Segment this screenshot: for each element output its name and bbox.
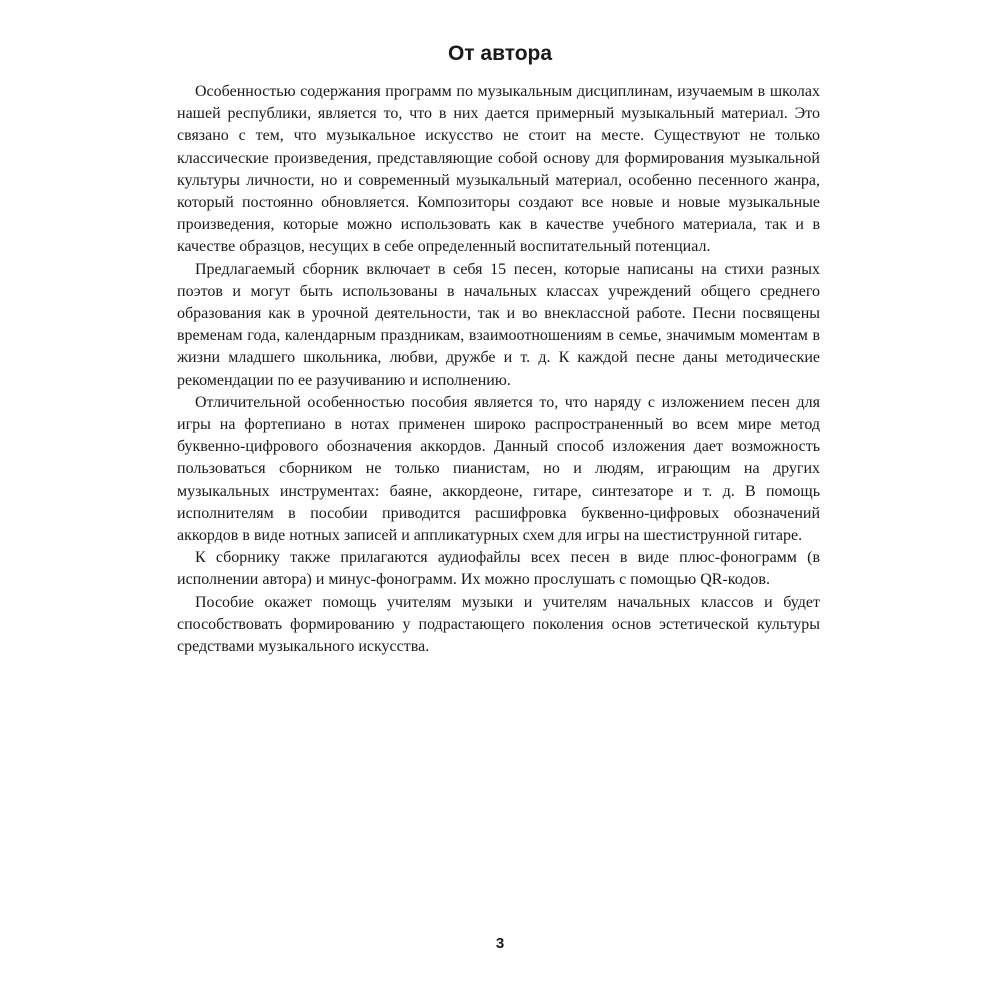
paragraph-3: Отличительной особенностью пособия является то, что наряду с изложением песен для игры на фортепиано в нотах применен широко распространенный во всем мире метод буквенно-цифрового обозначения аккордов. Данный способ изложения дает возможность пользоваться сборником не только пианистам, но и людям, играющим на других музыкальных инструментах: баяне, аккордеоне, гитаре, синтезаторе и т. д. В помощь исполнителям в пособии приводится расшифровка буквенно-цифровых обозначений аккордов в виде нотных записей и аппликатурных схем для игры на шестиструнной гитаре. [177, 393, 820, 545]
page-number: 3 [495, 935, 505, 952]
body-text [177, 81, 820, 658]
page-title: От автора [447, 42, 553, 65]
paragraph-4: К сборнику также прилагаются аудиофайлы всех песен в виде плюс-фонограмм (в исполнении автора) и минус-фонограмм. Их можно прослушать с помощью QR-кодов. [177, 549, 820, 589]
paragraph-5: Пособие окажет помощь учителям музыки и учителям начальных классов и будет способствовать формированию у подрастающего поколения основ эстетической культуры средствами музыкального искусства. [177, 593, 820, 656]
paragraph-2: Предлагаемый сборник включает в себя 15 песен, которые написаны на стихи разных поэтов и могут быть использованы в начальных классах учреждений общего среднего образования как в урочной деятельности, так и во внеклассной работе. Песни посвящены временам года, календарным праздникам, взаимоотношениям в семье, значимым моментам в жизни младшего школьника, любви, дружбе и т. д. К каждой песне даны методические рекомендации по ее разучиванию и исполнению. [177, 260, 820, 389]
paragraph-1: Особенностью содержания программ по музыкальным дисциплинам, изучаемым в школах нашей республики, является то, что в них дается примерный музыкальный материал. Это связано с тем, что музыкальное искусство не стоит на месте. Существуют не только классические произведения, представляющие собой основу для формирования музыкальной культуры личности, но и современный музыкальный материал, особенно песенного жанра, который постоянно обновляется. Композиторы создают все новые и новые музыкальные произведения, которые можно использовать как в качестве учебного материала, так и в качестве образцов, несущих в себе определенный воспитательный потенциал. [177, 83, 820, 256]
